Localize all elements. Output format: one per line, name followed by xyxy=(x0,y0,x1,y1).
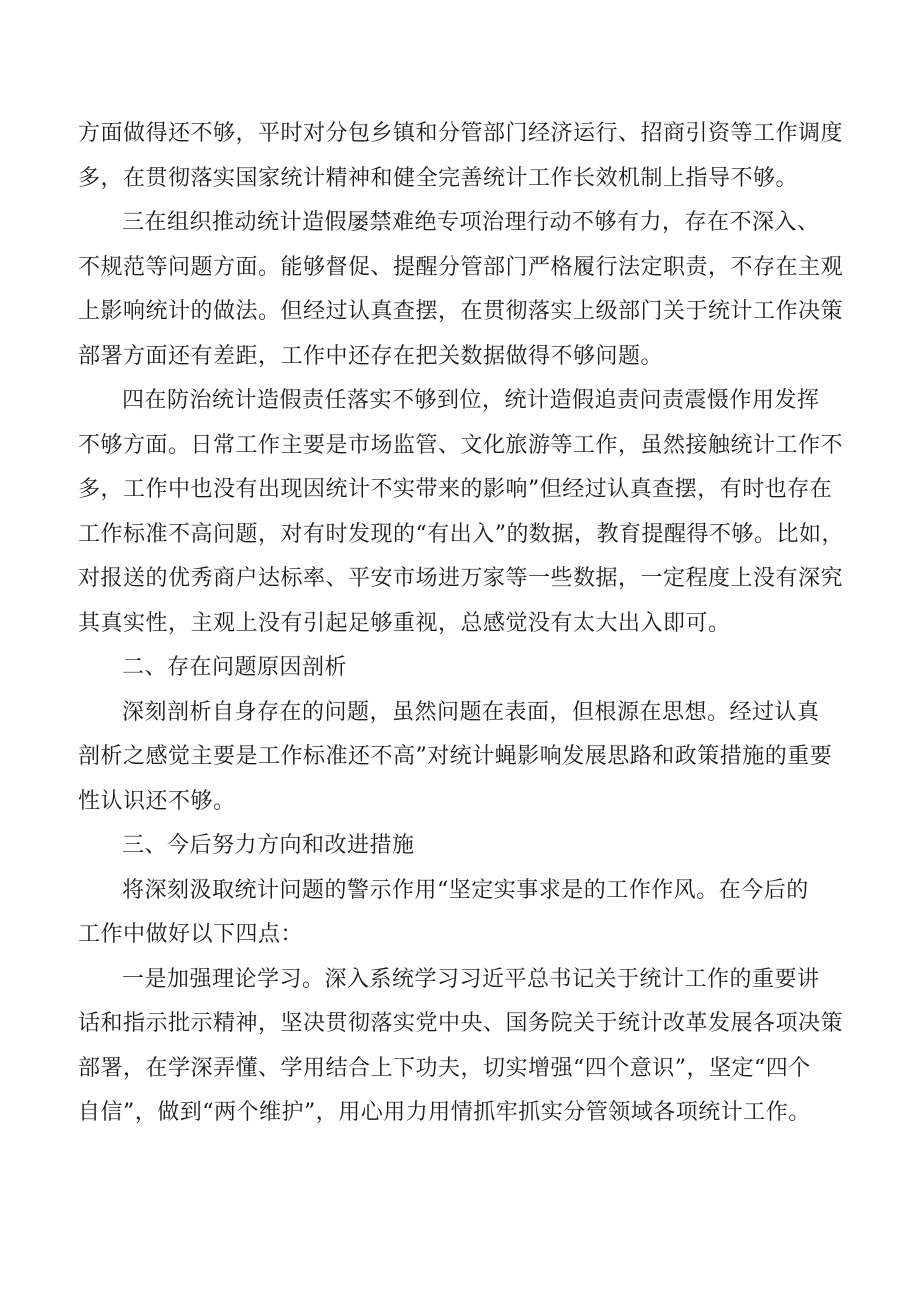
text-line: 方面做得还不够，平时对分包乡镇和分管部门经济运行、招商引资等工作调度 xyxy=(78,121,844,146)
text-line: 深刻剖析自身存在的问题，虽然问题在表面，但根源在思想。经过认真 xyxy=(122,699,820,725)
text-line: 不够方面。日常工作主要是市场监管、文化旅游等工作，虽然接触统计工作不 xyxy=(78,432,844,458)
heading-text: 三、今后努力方向和改进措施 xyxy=(122,833,415,858)
text-line: 话和指示批示精神，坚决贯彻落实党中央、国务院关于统计改革发展各项决策 xyxy=(78,1011,844,1036)
text-line: 部署方面还有差距，工作中还存在把关数据做得不够问题。 xyxy=(78,343,664,369)
text-line: 多，在贯彻落实国家统计精神和健全完善统计工作长效机制上指导不够。 xyxy=(78,165,799,191)
text-line: 其真实性，主观上没有引起足够重视，总感觉没有太大出入即可。 xyxy=(78,610,731,636)
section-heading-improvement xyxy=(78,824,856,869)
text-line: 将深刻汲取统计问题的警示作用“坚定实事求是的工作作风。在今后的 xyxy=(122,877,809,903)
text-line: 工作中做好以下四点： xyxy=(78,922,304,947)
text-line: 四在防治统计造假责任落实不够到位，统计造假追责问责震慑作用发挥 xyxy=(122,388,820,413)
text-line: 三在组织推动统计造假屡禁难绝专项治理行动不够有力，存在不深入、 xyxy=(122,210,820,235)
paragraph-item-three xyxy=(78,201,856,379)
paragraph-point-one xyxy=(78,958,856,1136)
text-line: 性认识还不够。 xyxy=(78,788,236,814)
text-line: 自信”，做到“两个维护”，用心用力用情抓牢抓实分管领域各项统计工作。 xyxy=(78,1100,811,1125)
paragraph-improvement-intro xyxy=(78,869,856,958)
paragraph-cause-analysis xyxy=(78,691,856,825)
text-line: 一是加强理论学习。深入系统学习习近平总书记关于统计工作的重要讲 xyxy=(122,966,820,992)
text-line: 多，工作中也没有出现因统计不实带来的影响”但经过认真查摆，有时也存在 xyxy=(78,477,833,502)
text-line: 剖析之感觉主要是工作标准还不高”对统计蝇影响发展思路和政策措施的重要 xyxy=(78,744,833,769)
text-line: 对报送的优秀商户达标率、平安市场进万家等一些数据，一定程度上没有深究 xyxy=(78,566,844,591)
text-line: 工作标准不高问题，对有时发现的“有出入”的数据，教育提醒得不够。比如， xyxy=(78,521,844,547)
heading-text: 二、存在问题原因剖析 xyxy=(122,655,348,680)
text-line: 上影响统计的做法。但经过认真查摆，在贯彻落实上级部门关于统计工作决策 xyxy=(78,299,844,324)
text-line: 部署，在学深弄懂、学用结合上下功夫，切实增强“四个意识”，坚定“四个 xyxy=(78,1055,811,1081)
paragraph-continuation xyxy=(78,112,856,201)
document-page xyxy=(78,112,856,1136)
paragraph-item-four xyxy=(78,379,856,646)
section-heading-cause-analysis xyxy=(78,646,856,691)
text-line: 不规范等问题方面。能够督促、提醒分管部门严格履行法定职责，不存在主观 xyxy=(78,254,844,280)
